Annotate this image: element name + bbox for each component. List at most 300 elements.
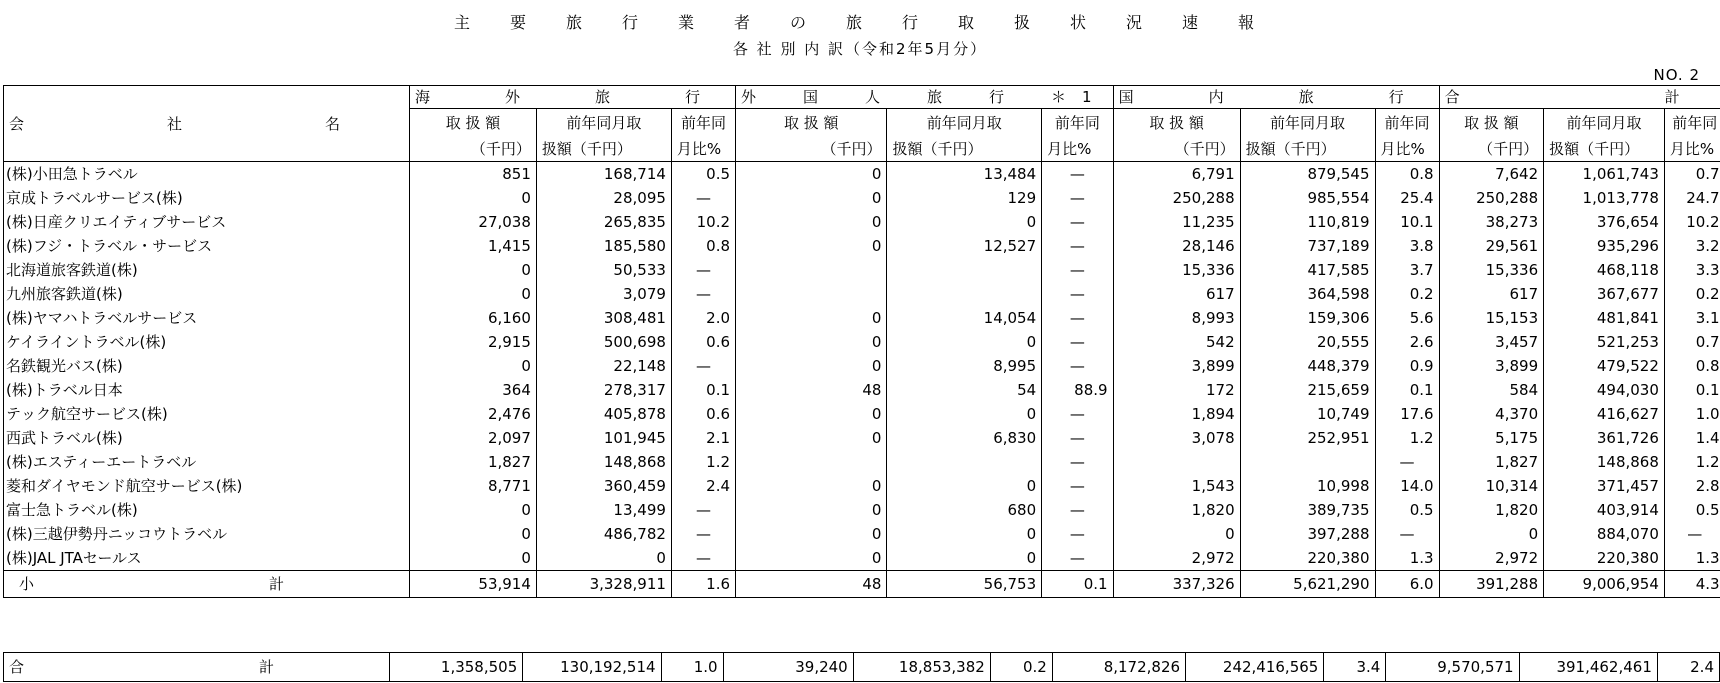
table-cell: —	[1042, 402, 1113, 426]
header-prev-year-amount-unit: 扱額（千円）	[1240, 137, 1375, 162]
grand-total-cell: 0.2	[990, 653, 1052, 682]
table-cell: 0.8	[671, 234, 735, 258]
grand-total-row	[4, 653, 1720, 682]
table-cell: 2,972	[1439, 546, 1544, 571]
table-cell: 10,998	[1240, 474, 1375, 498]
table-cell: 0.1	[1375, 378, 1439, 402]
company-name: 京成トラベルサービス(株)	[4, 186, 410, 210]
group-overseas-travel: 海 外 旅 行	[410, 86, 736, 109]
table-cell: 405,878	[536, 402, 671, 426]
table-cell: 2,915	[410, 330, 537, 354]
report-subtitle: 各 社 別 内 訳（令和2年5月分）	[732, 40, 988, 58]
table-cell: 416,627	[1544, 402, 1665, 426]
header-amount-unit: （千円）	[410, 137, 537, 162]
table-cell: 1.4	[1664, 426, 1720, 450]
table-cell	[736, 258, 887, 282]
table-cell: 0	[1113, 522, 1240, 546]
grand-total-cell: 1.0	[661, 653, 723, 682]
table-cell: 0	[410, 258, 537, 282]
table-cell: 486,782	[536, 522, 671, 546]
table-cell: 13,499	[536, 498, 671, 522]
header-amount: 取 扱 額	[1439, 109, 1544, 138]
table-cell: —	[1042, 306, 1113, 330]
company-name: (株)JAL JTAセールス	[4, 546, 410, 571]
table-cell: —	[671, 546, 735, 571]
table-cell: 1,820	[1439, 498, 1544, 522]
table-cell: 481,841	[1544, 306, 1665, 330]
table-row	[4, 234, 1720, 258]
table-row	[4, 474, 1720, 498]
company-name: (株)日産クリエイティブサービス	[4, 210, 410, 234]
table-cell: 0	[887, 474, 1042, 498]
table-cell: 1.2	[1664, 450, 1720, 474]
subtotal-row	[4, 571, 1720, 598]
table-cell: 468,118	[1544, 258, 1665, 282]
table-cell: 389,735	[1240, 498, 1375, 522]
table-cell: 2.0	[671, 306, 735, 330]
grand-total-label: 合 計	[4, 653, 390, 682]
table-cell: 129	[887, 186, 1042, 210]
table-cell: 0	[1439, 522, 1544, 546]
header-yoy-ratio: 前年同	[1042, 109, 1113, 138]
subtotal-cell: 391,288	[1439, 571, 1544, 598]
table-cell: 6,160	[410, 306, 537, 330]
header-group-row	[4, 86, 1720, 109]
table-cell: 220,380	[1544, 546, 1665, 571]
table-cell: —	[671, 282, 735, 306]
table-cell: 14.0	[1375, 474, 1439, 498]
table-cell: 617	[1113, 282, 1240, 306]
table-cell: 2,972	[1113, 546, 1240, 571]
table-cell: 10.1	[1375, 210, 1439, 234]
table-cell: 5.6	[1375, 306, 1439, 330]
table-cell: 3,457	[1439, 330, 1544, 354]
table-cell: —	[1042, 330, 1113, 354]
table-cell: 88.9	[1042, 378, 1113, 402]
table-cell	[887, 450, 1042, 474]
table-cell: —	[1042, 234, 1113, 258]
table-cell	[887, 282, 1042, 306]
table-cell: 494,030	[1544, 378, 1665, 402]
table-cell: 0	[736, 234, 887, 258]
table-cell: 12,527	[887, 234, 1042, 258]
table-cell: 14,054	[887, 306, 1042, 330]
table-cell: —	[1042, 354, 1113, 378]
subtotal-cell: 56,753	[887, 571, 1042, 598]
table-cell: 1,827	[410, 450, 537, 474]
table-cell: —	[1042, 426, 1113, 450]
company-name: 西武トラベル(株)	[4, 426, 410, 450]
table-cell: 0	[736, 186, 887, 210]
table-row	[4, 450, 1720, 474]
table-cell	[1113, 450, 1240, 474]
table-cell: —	[671, 186, 735, 210]
table-cell: 252,951	[1240, 426, 1375, 450]
table-cell: 0.1	[1664, 378, 1720, 402]
table-cell: 15,336	[1113, 258, 1240, 282]
table-cell: 38,273	[1439, 210, 1544, 234]
table-cell: 24.7	[1664, 186, 1720, 210]
table-cell: 22,148	[536, 354, 671, 378]
header-amount: 取 扱 額	[410, 109, 537, 138]
table-cell: 2,476	[410, 402, 537, 426]
table-cell	[736, 450, 887, 474]
table-cell: 0.1	[671, 378, 735, 402]
table-row	[4, 306, 1720, 330]
table-cell: —	[1042, 258, 1113, 282]
table-cell: 0	[736, 426, 887, 450]
table-cell: 6,791	[1113, 162, 1240, 187]
table-cell: 521,253	[1544, 330, 1665, 354]
table-cell: 48	[736, 378, 887, 402]
table-row	[4, 426, 1720, 450]
table-cell: 479,522	[1544, 354, 1665, 378]
table-cell: 2,097	[410, 426, 537, 450]
header-amount: 取 扱 額	[1113, 109, 1240, 138]
table-cell: 364,598	[1240, 282, 1375, 306]
subtotal-cell: 1.6	[671, 571, 735, 598]
subtotal-cell: 0.1	[1042, 571, 1113, 598]
table-cell: 101,945	[536, 426, 671, 450]
header-amount-unit: （千円）	[1439, 137, 1544, 162]
header-yoy-ratio: 前年同	[671, 109, 735, 138]
table-cell: 29,561	[1439, 234, 1544, 258]
header-yoy-ratio-unit: 月比%	[671, 137, 735, 162]
table-cell: 0.6	[671, 330, 735, 354]
table-cell: 0	[410, 354, 537, 378]
table-cell: 0	[887, 330, 1042, 354]
table-cell: 0	[887, 522, 1042, 546]
table-cell: 7,642	[1439, 162, 1544, 187]
grand-total-cell: 2.4	[1657, 653, 1719, 682]
table-cell: 0	[410, 282, 537, 306]
table-row	[4, 402, 1720, 426]
table-cell: 1.2	[671, 450, 735, 474]
grand-total-cell: 8,172,826	[1052, 653, 1185, 682]
grand-total-cell: 130,192,514	[523, 653, 661, 682]
table-cell: 3.8	[1375, 234, 1439, 258]
table-cell: 220,380	[1240, 546, 1375, 571]
table-cell: 8,771	[410, 474, 537, 498]
company-name-header: 会 社 名	[4, 86, 410, 162]
subtotal-cell: 3,328,911	[536, 571, 671, 598]
subtotal-cell: 53,914	[410, 571, 537, 598]
table-cell: —	[1042, 450, 1113, 474]
table-cell: 2.8	[1664, 474, 1720, 498]
company-name: (株)フジ・トラベル・サービス	[4, 234, 410, 258]
table-cell: 397,288	[1240, 522, 1375, 546]
table-cell: —	[1042, 498, 1113, 522]
subtotal-cell: 48	[736, 571, 887, 598]
table-cell: 10.2	[671, 210, 735, 234]
table-cell: 0	[736, 522, 887, 546]
table-cell: 680	[887, 498, 1042, 522]
grand-total-cell: 18,853,382	[853, 653, 990, 682]
header-amount-unit: （千円）	[736, 137, 887, 162]
table-cell: 361,726	[1544, 426, 1665, 450]
table-cell: —	[671, 498, 735, 522]
table-cell: 0	[410, 498, 537, 522]
header-yoy-ratio-unit: 月比%	[1042, 137, 1113, 162]
header-yoy-ratio-unit: 月比%	[1664, 137, 1720, 162]
company-name: 富士急トラベル(株)	[4, 498, 410, 522]
company-name: 九州旅客鉄道(株)	[4, 282, 410, 306]
table-cell: 0.5	[1375, 498, 1439, 522]
table-cell: 0.2	[1375, 282, 1439, 306]
company-name: (株)ヤマハトラベルサービス	[4, 306, 410, 330]
table-cell: 172	[1113, 378, 1240, 402]
subtotal-cell: 5,621,290	[1240, 571, 1375, 598]
table-cell: 8,995	[887, 354, 1042, 378]
table-cell: —	[1042, 546, 1113, 571]
table-cell: 0	[736, 498, 887, 522]
table-cell: 0.7	[1664, 330, 1720, 354]
table-cell: 3.1	[1664, 306, 1720, 330]
table-cell: 25.4	[1375, 186, 1439, 210]
header-yoy-ratio: 前年同	[1664, 109, 1720, 138]
header-yoy-ratio-unit: 月比%	[1375, 137, 1439, 162]
table-cell: 1.0	[1664, 402, 1720, 426]
header-amount-unit: （千円）	[1113, 137, 1240, 162]
table-cell: 737,189	[1240, 234, 1375, 258]
table-cell: 28,146	[1113, 234, 1240, 258]
company-name: ケイライントラベル(株)	[4, 330, 410, 354]
table-cell: 168,714	[536, 162, 671, 187]
table-cell: —	[671, 354, 735, 378]
table-cell: 110,819	[1240, 210, 1375, 234]
table-cell: 308,481	[536, 306, 671, 330]
table-cell: 3,079	[536, 282, 671, 306]
table-row	[4, 258, 1720, 282]
table-cell: 360,459	[536, 474, 671, 498]
table-cell: 250,288	[1113, 186, 1240, 210]
table-cell: 0	[736, 546, 887, 571]
header-yoy-ratio: 前年同	[1375, 109, 1439, 138]
grand-total-cell: 3.4	[1324, 653, 1386, 682]
table-cell: 367,677	[1544, 282, 1665, 306]
table-cell: 617	[1439, 282, 1544, 306]
grand-total-cell: 39,240	[723, 653, 853, 682]
grand-total-cell: 1,358,505	[390, 653, 523, 682]
table-row	[4, 282, 1720, 306]
table-cell: —	[1042, 186, 1113, 210]
table-row	[4, 522, 1720, 546]
table-cell: 10,749	[1240, 402, 1375, 426]
company-name: (株)小田急トラベル	[4, 162, 410, 187]
table-cell: —	[1375, 450, 1439, 474]
company-breakdown-table	[3, 85, 1720, 598]
table-cell: 148,868	[536, 450, 671, 474]
table-cell: 1,013,778	[1544, 186, 1665, 210]
header-prev-year-amount: 前年同月取	[1240, 109, 1375, 138]
table-cell: 1,894	[1113, 402, 1240, 426]
table-cell: —	[671, 522, 735, 546]
table-cell: 1.3	[1664, 546, 1720, 571]
table-cell: 0.8	[1375, 162, 1439, 187]
table-cell: —	[1042, 522, 1113, 546]
table-cell: 884,070	[1544, 522, 1665, 546]
table-cell: 265,835	[536, 210, 671, 234]
table-cell: 17.6	[1375, 402, 1439, 426]
table-cell: 4,370	[1439, 402, 1544, 426]
table-cell: 278,317	[536, 378, 671, 402]
table-cell: 0	[736, 210, 887, 234]
table-cell: 0	[410, 546, 537, 571]
table-cell: 2.1	[671, 426, 735, 450]
table-cell: 3,899	[1439, 354, 1544, 378]
table-cell: 15,336	[1439, 258, 1544, 282]
table-cell: 10.2	[1664, 210, 1720, 234]
table-cell: 364	[410, 378, 537, 402]
table-cell	[887, 258, 1042, 282]
table-cell: 15,153	[1439, 306, 1544, 330]
table-cell: 3.3	[1664, 258, 1720, 282]
table-row	[4, 162, 1720, 187]
table-cell: 985,554	[1240, 186, 1375, 210]
table-cell	[736, 282, 887, 306]
table-cell: 0	[536, 546, 671, 571]
group-domestic-travel: 国 内 旅 行	[1113, 86, 1439, 109]
table-cell: 10,314	[1439, 474, 1544, 498]
table-row	[4, 330, 1720, 354]
table-cell: 935,296	[1544, 234, 1665, 258]
header-prev-year-amount-unit: 扱額（千円）	[1544, 137, 1665, 162]
table-cell: 0	[410, 186, 537, 210]
table-cell: 1,415	[410, 234, 537, 258]
table-cell: 2.4	[671, 474, 735, 498]
table-cell: 403,914	[1544, 498, 1665, 522]
table-cell: —	[1375, 522, 1439, 546]
page-number: NO. 2	[1653, 66, 1700, 84]
table-cell: 0	[887, 210, 1042, 234]
table-cell: —	[1664, 522, 1720, 546]
table-cell: 500,698	[536, 330, 671, 354]
table-cell: 0	[887, 546, 1042, 571]
table-cell: 851	[410, 162, 537, 187]
header-prev-year-amount-unit: 扱額（千円）	[536, 137, 671, 162]
table-cell: 448,379	[1240, 354, 1375, 378]
table-cell: 3.7	[1375, 258, 1439, 282]
table-cell: 50,533	[536, 258, 671, 282]
table-cell: —	[1042, 474, 1113, 498]
company-name: テック航空サービス(株)	[4, 402, 410, 426]
table-cell: 1.3	[1375, 546, 1439, 571]
report-title: 主 要 旅 行 業 者 の 旅 行 取 扱 状 況 速 報	[453, 13, 1266, 32]
header-prev-year-amount-unit: 扱額（千円）	[887, 137, 1042, 162]
table-row	[4, 498, 1720, 522]
subtotal-cell: 6.0	[1375, 571, 1439, 598]
table-cell: 0	[736, 474, 887, 498]
grand-total-cell: 9,570,571	[1386, 653, 1519, 682]
header-amount: 取 扱 額	[736, 109, 887, 138]
table-cell: —	[1042, 162, 1113, 187]
header-prev-year-amount: 前年同月取	[1544, 109, 1665, 138]
table-cell: 1,827	[1439, 450, 1544, 474]
table-cell: 0	[736, 354, 887, 378]
table-cell: 0.9	[1375, 354, 1439, 378]
subtotal-cell: 9,006,954	[1544, 571, 1665, 598]
table-row	[4, 378, 1720, 402]
table-cell: 185,580	[536, 234, 671, 258]
table-cell: 27,038	[410, 210, 537, 234]
table-cell: 148,868	[1544, 450, 1665, 474]
table-cell: 1,061,743	[1544, 162, 1665, 187]
table-cell: 0.5	[671, 162, 735, 187]
subtotal-label: 小 計	[4, 571, 410, 598]
company-name: (株)三越伊勢丹ニッコウトラベル	[4, 522, 410, 546]
table-cell: 417,585	[1240, 258, 1375, 282]
table-row	[4, 210, 1720, 234]
group-foreign-visitor-travel: 外 国 人 旅 行 ＊1	[736, 86, 1114, 109]
header-prev-year-amount: 前年同月取	[887, 109, 1042, 138]
table-cell: 250,288	[1439, 186, 1544, 210]
table-cell: 584	[1439, 378, 1544, 402]
table-cell: 1,820	[1113, 498, 1240, 522]
table-cell: 8,993	[1113, 306, 1240, 330]
table-cell: 159,306	[1240, 306, 1375, 330]
table-cell: 0	[410, 522, 537, 546]
header-prev-year-amount: 前年同月取	[536, 109, 671, 138]
grand-total-cell: 391,462,461	[1519, 653, 1657, 682]
company-name: (株)トラベル日本	[4, 378, 410, 402]
table-cell: 54	[887, 378, 1042, 402]
table-cell: 0	[736, 162, 887, 187]
table-cell: 0.5	[1664, 498, 1720, 522]
table-cell: 371,457	[1544, 474, 1665, 498]
table-cell: 0.8	[1664, 354, 1720, 378]
table-cell: 11,235	[1113, 210, 1240, 234]
table-cell: 542	[1113, 330, 1240, 354]
subtotal-cell: 337,326	[1113, 571, 1240, 598]
table-cell: 13,484	[887, 162, 1042, 187]
table-cell: 1,543	[1113, 474, 1240, 498]
table-cell: 1.2	[1375, 426, 1439, 450]
table-cell: 2.6	[1375, 330, 1439, 354]
table-cell: 0.6	[671, 402, 735, 426]
company-name: 名鉄観光バス(株)	[4, 354, 410, 378]
table-cell: 376,654	[1544, 210, 1665, 234]
company-name: (株)エスティーエートラベル	[4, 450, 410, 474]
table-cell: 0	[736, 402, 887, 426]
company-name: 菱和ダイヤモンド航空サービス(株)	[4, 474, 410, 498]
table-cell	[1240, 450, 1375, 474]
table-cell: —	[671, 258, 735, 282]
table-cell: 28,095	[536, 186, 671, 210]
table-cell: —	[1042, 210, 1113, 234]
table-cell: 0	[736, 306, 887, 330]
table-cell: 0	[736, 330, 887, 354]
table-cell: 3,078	[1113, 426, 1240, 450]
group-total: 合 計	[1439, 86, 1720, 109]
company-name: 北海道旅客鉄道(株)	[4, 258, 410, 282]
table-row	[4, 546, 1720, 571]
table-cell: 0.7	[1664, 162, 1720, 187]
table-cell: —	[1042, 282, 1113, 306]
table-row	[4, 354, 1720, 378]
table-cell: 0	[887, 402, 1042, 426]
table-cell: 6,830	[887, 426, 1042, 450]
table-cell: 0.2	[1664, 282, 1720, 306]
table-cell: 3.2	[1664, 234, 1720, 258]
subtotal-cell: 4.3	[1664, 571, 1720, 598]
table-cell: 215,659	[1240, 378, 1375, 402]
table-cell: 3,899	[1113, 354, 1240, 378]
table-cell: 5,175	[1439, 426, 1544, 450]
table-row	[4, 186, 1720, 210]
table-cell: 20,555	[1240, 330, 1375, 354]
grand-total-table	[3, 652, 1720, 682]
grand-total-cell: 242,416,565	[1186, 653, 1324, 682]
